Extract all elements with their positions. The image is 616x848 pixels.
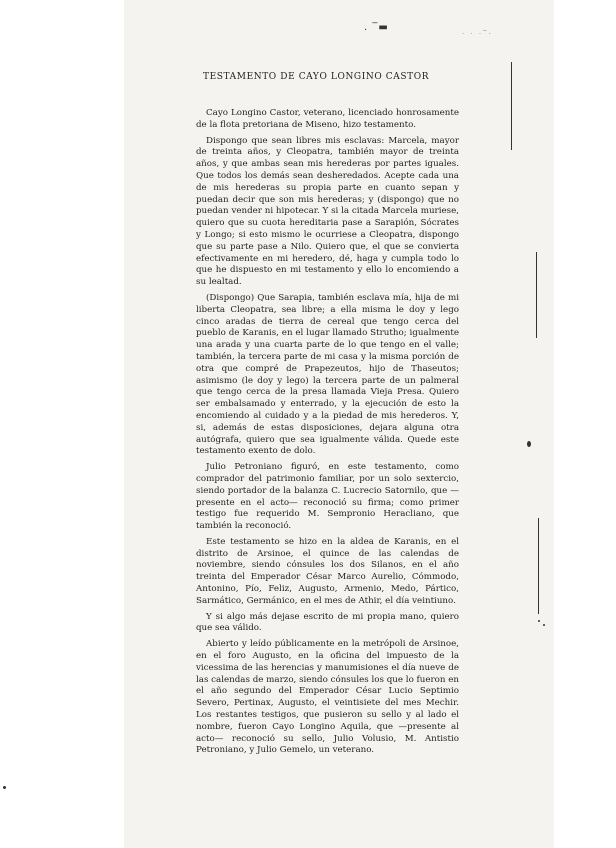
margin-dot [3, 786, 6, 789]
paragraph: Julio Petroniano figuró, en este testamento, como comprador del patrimonio familiar, por un solo sextercio, siendo portador de la balanza C. Lucrecio Satornilo, que —presente en el acto— reconoció su firma; como primer testigo fue requerido M. Sempronio Heracliano, que también la reconoció. [196, 462, 459, 532]
paragraph: Dispongo que sean libres mis esclavas: Marcela, mayor de treinta años, y Cleopatra, también mayor de treinta años, y que ambas sean mis herederas por partes iguales. Que todos los demás sean desheredados. Acepte cada una de mis herederas su propia parte en cuanto sepan y puedan decir que son mis herederas; y (dispongo) que no puedan vender ni hipotecar. Y si la citada Marcela muriese, quiero que su cuota hereditaria pase a Sarapión, Sócrates y Longo; si esto mismo le ocurriese a Cleopatra, dispongo que su parte pase a Nilo. Quiero que, el que se convierta efectivamente en mi heredero, dé, haga y cumpla todo lo que he dispuesto en mi testamento y ello lo encomiendo a su lealtad. [196, 135, 459, 288]
margin-rule [511, 62, 512, 150]
margin-dot [538, 620, 540, 622]
paragraph: (Dispongo) Que Sarapia, también esclava mía, hija de mi liberta Cleopatra, sea libre; a ella misma le doy y lego cinco aradas de tierra de cereal que tengo cerca del pueblo de Karanis, en el lugar llamado Strutho; igualmente una arada y una cuarta parte de lo que tengo en el valle; también, la tercera parte de mi casa y la misma porción de otra que compré de Prapezeutos, hijo de Thaseutos; asimismo (le doy y lego) la tercera parte de un palmeral que tengo cerca de la presa llamada Vieja Presa. Quiero ser embalsamado y enterrado, y la ejecución de esto la encomiendo al cuidado y a la piedad de mis herederos. Y, si, además de estas disposiciones, dejara alguna otra autógrafa, quiero que sea igualmente válida. Quede este testamento exento de dolo. [196, 292, 459, 457]
margin-rule [538, 518, 539, 614]
margin-dot [527, 441, 531, 447]
paragraph: Cayo Longino Castor, veterano, licenciado honrosamente de la flota pretoriana de Miseno, hizo testamento. [196, 108, 459, 130]
document-title: TESTAMENTO DE CAYO LONGINO CASTOR [203, 72, 430, 82]
margin-dot [543, 624, 545, 626]
paragraph: Abierto y leído públicamente en la metrópoli de Arsinoe, en el foro Augusto, en la oficina del impuesto de la vicessima de las herencias y manumisiones el día nueve de las calendas de marzo, siendo cónsules los que lo fueron en el año segundo del Emperador César Lucio Septimio Severo, Pertinax, Augusto, el veintisiete del mes Mechir. Los restantes testigos, que pusieron su sello y al lado el nombre, fueron Cayo Longino Aquila, que —presente al acto— reconoció su sello, Julio Volusio, M. Antistio Petroniano, y Julio Gemelo, un veterano. [196, 639, 459, 756]
margin-rule [536, 252, 537, 338]
paragraph: Este testamento se hizo en la aldea de Karanis, en el distrito de Arsinoe, el quince de las calendas de noviembre, siendo cónsules los dos Silanos, en el año treinta del Emperador César Marco Aurelio, Cómmodo, Antonino, Pío, Feliz, Augusto, Armenio, Medo, Pártico, Sarmático, Germánico, en el mes de Athir, el día veintiuno. [196, 536, 459, 606]
scan-artifact-mark: · · ·‾· [462, 30, 493, 38]
scan-artifact-mark: . ‾▬ [364, 22, 389, 33]
paragraph: Y si algo más dejase escrito de mi propia mano, quiero que sea válido. [196, 611, 459, 634]
document-body [196, 108, 459, 757]
